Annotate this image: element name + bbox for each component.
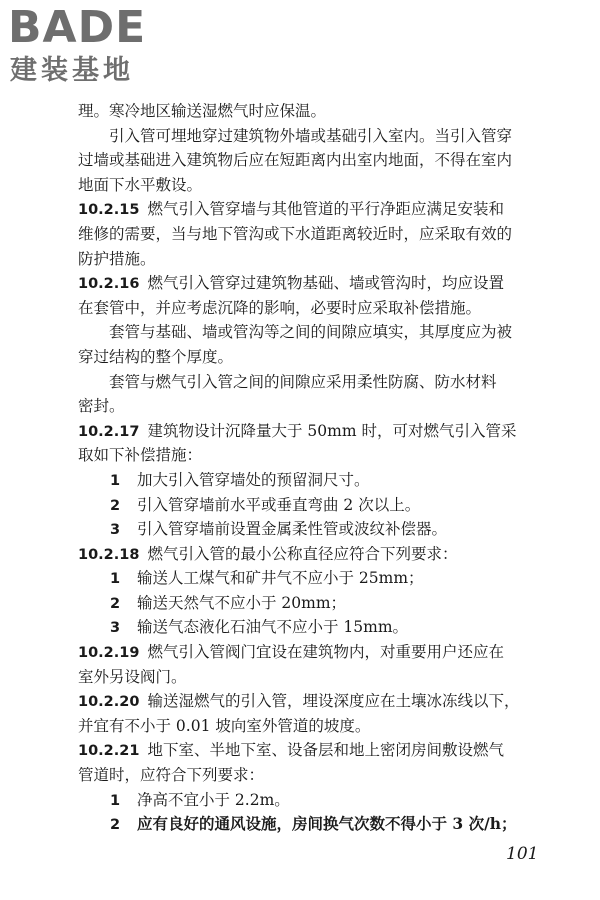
clause-line: 10.2.18 燃气引入管的最小公称直径应符合下列要求：: [78, 544, 458, 563]
paragraph-line: 套管与基础、墙或管沟等之间的间隙应填实，其厚度应为被: [109, 323, 513, 342]
text-line: 在套管中，并应考虑沉降的影响，必要时应采取补偿措施。: [78, 298, 482, 317]
text-line: 过墙或基础进入建筑物后应在短距离内出室内地面，不得在室内: [78, 151, 513, 170]
list-item: 3 引入管穿墙前设置金属柔性管或波纹补偿器。: [110, 520, 448, 539]
clause-number: 10.2.15: [78, 202, 140, 219]
bade-logo: [8, 4, 178, 88]
clause-line: 10.2.20 输送湿燃气的引入管，埋设深度应在土壤冰冻线以下，: [78, 692, 520, 711]
list-item: 3 输送气态液化石油气不应小于 15mm。: [110, 618, 409, 637]
clause-line: 10.2.15 燃气引入管穿墙与其他管道的平行净距应满足安装和: [78, 200, 504, 219]
text-line: 管道时，应符合下列要求：: [78, 766, 265, 785]
text-line: 穿过结构的整个厚度。: [78, 347, 234, 366]
clause-number: 10.2.17: [78, 423, 140, 440]
page-number: 101: [506, 844, 539, 864]
document-body: [78, 99, 558, 837]
clause-number: 10.2.20: [78, 694, 140, 711]
paragraph-line: 引入管可埋地穿过建筑物外墙或基础引入室内。当引入管穿: [109, 126, 513, 145]
text-line: 并宜有不小于 0.01 坡向室外管道的坡度。: [78, 716, 371, 735]
paragraph-line: 套管与燃气引入管之间的间隙应采用柔性防腐、防水材料: [109, 372, 497, 391]
text-line: 密封。: [78, 397, 125, 416]
list-item: 1 净高不宜小于 2.2m。: [110, 790, 290, 809]
clause-line: 10.2.17 建筑物设计沉降量大于 50mm 时，可对燃气引入管采: [78, 421, 517, 440]
clause-line: 10.2.19 燃气引入管阀门宜设在建筑物内，对重要用户还应在: [78, 643, 504, 662]
list-item: 2 引入管穿墙前水平或垂直弯曲 2 次以上。: [110, 495, 421, 514]
text-line: 地面下水平敷设。: [78, 175, 203, 194]
logo-subtitle: 建装基地: [10, 55, 134, 86]
clause-number: 10.2.19: [78, 645, 140, 662]
text-line: 防护措施。: [78, 249, 156, 268]
clause-line: 10.2.16 燃气引入管穿过建筑物基础、墙或管沟时，均应设置: [78, 274, 504, 293]
text-line: 理。寒冷地区输送湿燃气时应保温。: [78, 102, 327, 120]
list-item: 1 加大引入管穿墙处的预留洞尺寸。: [110, 470, 370, 489]
clause-number: 10.2.16: [78, 276, 140, 293]
list-item: 2 应有良好的通风设施，房间换气次数不得小于 3 次/h；: [110, 814, 517, 834]
logo-brand: BADE: [8, 2, 147, 53]
list-item: 1 输送人工煤气和矿井气不应小于 25mm；: [110, 569, 424, 588]
text-line: 维修的需要，当与地下管沟或下水道距离较近时，应采取有效的: [78, 224, 513, 243]
text-line: 室外另设阀门。: [78, 667, 187, 686]
clause-number: 10.2.21: [78, 743, 140, 760]
text-line: 取如下补偿措施：: [78, 446, 203, 465]
list-item: 2 输送天然气不应小于 20mm；: [110, 593, 347, 612]
clause-line: 10.2.21 地下室、半地下室、设备层和地上密闭房间敷设燃气: [78, 741, 504, 760]
clause-number: 10.2.18: [78, 546, 140, 563]
